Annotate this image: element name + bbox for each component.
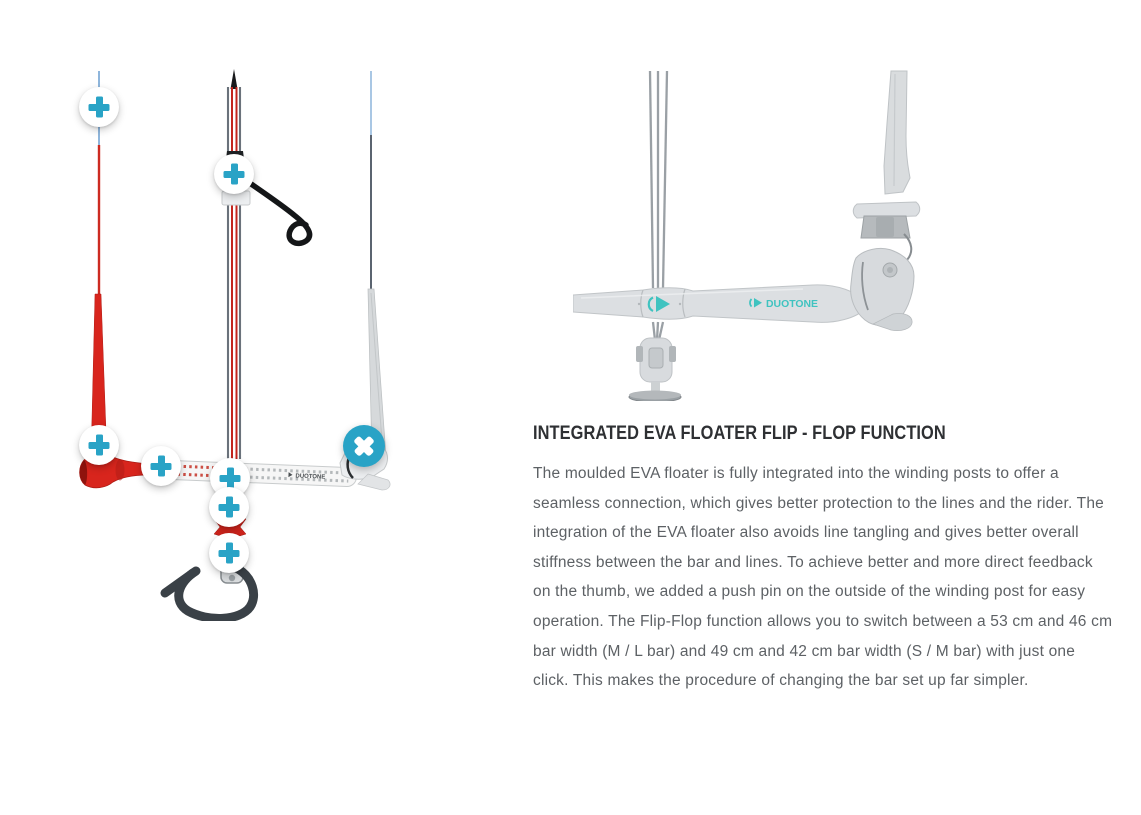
bar-brand-print: DUOTONE (295, 473, 326, 481)
safety-leash-loop (244, 179, 310, 243)
trim-adjuster (629, 338, 681, 401)
hotspot-trim-line[interactable] (209, 487, 249, 527)
plus-icon (219, 497, 240, 518)
plus-icon (89, 97, 110, 118)
feature-description (533, 424, 1113, 696)
left-steering-line (91, 71, 107, 459)
hotspot-left-bar-end[interactable] (79, 425, 119, 465)
closeup-bar (573, 285, 866, 322)
close-icon (348, 430, 379, 461)
winding-post-head (851, 248, 914, 330)
bar-hotspot-figure (50, 61, 470, 621)
hotspot-depower-line[interactable] (214, 154, 254, 194)
winding-post (853, 71, 920, 260)
plus-icon (151, 456, 172, 477)
plus-icon (224, 164, 245, 185)
plus-icon (220, 468, 241, 489)
plus-icon (89, 435, 110, 456)
bar-grip (150, 460, 357, 487)
plus-icon (219, 543, 240, 564)
bar-end-closeup-illustration (573, 66, 928, 401)
closeup-bar-brand: DUOTONE (766, 298, 818, 310)
control-bar-illustration (50, 61, 470, 621)
feature-paragraph: The moulded EVA floater is fully integrated into the winding posts to offer a seamless connection, which gives better protection to the lines and the rider. The integration of the EVA floater also avoids line tangling and gives better overall stiffness between the bar and lines. To achieve better and more direct feedback on the thumb, we added a push pin on the outside of the winding post for easy operation. The Flip-Flop function allows you to switch between a 53 cm and 46 cm bar width (M / L bar) and 49 cm and 42 cm bar width (S / M bar) with just one click. This makes the procedure of changing the bar set up far simpler. (533, 465, 1113, 690)
hotspot-quick-release[interactable] (209, 533, 249, 573)
bar-detail-figure (573, 66, 928, 401)
right-steering-line (368, 71, 386, 457)
hotspot-close-active[interactable] (343, 425, 385, 467)
center-lines (222, 69, 250, 459)
hotspot-left-steering-line[interactable] (79, 87, 119, 127)
feature-heading: INTEGRATED EVA FLOATER FLIP - FLOP FUNCTION (533, 422, 946, 444)
hotspot-left-grip[interactable] (141, 446, 181, 486)
